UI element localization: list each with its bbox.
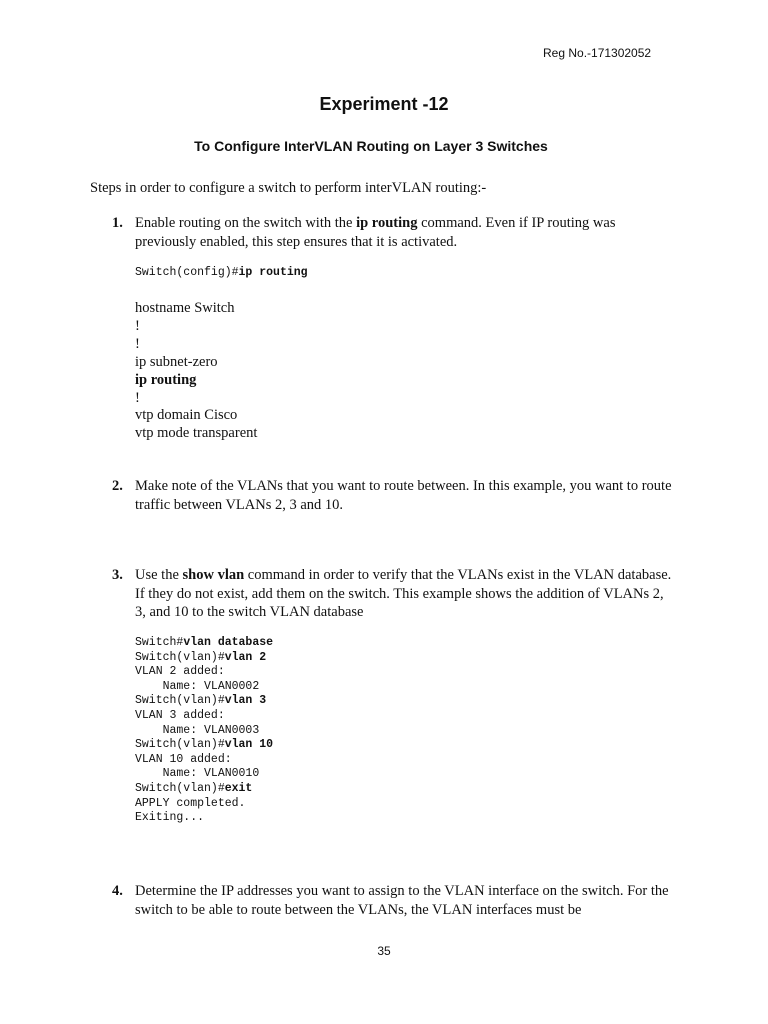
step-number: 3. — [112, 567, 123, 583]
config-listing — [135, 300, 257, 443]
step-2 — [112, 477, 672, 514]
config-line: hostname Switch — [135, 300, 235, 316]
experiment-title: Experiment -12 — [319, 94, 449, 114]
reg-number: Reg No.-171302052 — [543, 46, 652, 60]
code-command: ip routing — [238, 266, 308, 279]
code-line — [135, 782, 273, 797]
code-prompt: Switch(vlan)# — [135, 694, 225, 708]
intro-text: Steps in order to configure a switch to perform interVLAN routing:- — [90, 180, 487, 196]
code-prompt: Switch(vlan)# — [135, 650, 225, 664]
code-prompt: Exiting... — [135, 811, 205, 825]
code-command: vlan 2 — [224, 650, 267, 664]
code-line — [135, 665, 273, 680]
step-3 — [112, 566, 672, 622]
code-line — [135, 709, 273, 724]
step-text-part: Enable routing on the switch with the — [135, 215, 357, 231]
step-text — [135, 214, 672, 251]
step-text: Determine the IP addresses you want to assign to the VLAN interface on the switch. For the switch to be able to route between the VLANs, the VLAN interfaces must be — [135, 883, 669, 918]
code-line — [135, 680, 273, 695]
code-ip-routing — [135, 266, 308, 281]
code-prompt: Switch(config)# — [135, 266, 239, 279]
code-line — [135, 797, 273, 812]
step-text-part: command. Even if IP routing was previously enabled, this step ensures that it is activated. — [135, 215, 616, 250]
code-line — [135, 636, 273, 651]
experiment-subtitle: To Configure InterVLAN Routing on Layer 3 Switches — [194, 138, 548, 154]
code-line — [135, 738, 273, 753]
code-line — [135, 753, 273, 768]
step-keyword: ip routing — [356, 215, 418, 231]
config-line: ip subnet-zero — [135, 353, 218, 370]
config-line: vtp mode transparent — [135, 425, 258, 442]
code-prompt: VLAN 3 added: — [135, 708, 225, 722]
code-line — [135, 767, 273, 782]
step-4 — [112, 882, 672, 919]
code-prompt: VLAN 10 added: — [135, 752, 232, 766]
code-command: vlan 10 — [224, 738, 274, 752]
code-prompt: APPLY completed. — [135, 796, 246, 810]
config-line: ! — [135, 389, 140, 406]
config-line: ip routing — [135, 371, 197, 388]
code-line — [135, 811, 273, 826]
code-line — [135, 724, 273, 739]
step-1 — [112, 214, 672, 251]
code-prompt: Name: VLAN0010 — [135, 767, 260, 781]
code-prompt: Switch(vlan)# — [135, 781, 225, 795]
step-number: 2. — [112, 478, 123, 494]
code-prompt: Switch# — [135, 636, 184, 649]
config-line: ! — [135, 335, 140, 352]
code-command: vlan 3 — [224, 694, 267, 708]
step-text-part: Use the — [135, 567, 183, 583]
code-command: vlan database — [183, 636, 274, 649]
code-vlan-database — [135, 636, 273, 826]
code-prompt: Name: VLAN0002 — [135, 679, 260, 693]
config-line: vtp domain Cisco — [135, 407, 238, 424]
step-number: 1. — [112, 215, 123, 231]
code-prompt: Switch(vlan)# — [135, 738, 225, 752]
code-prompt: VLAN 2 added: — [135, 665, 225, 679]
step-text-part: command in order to verify that the VLANs exist in the VLAN database. If they do not exist, add them on the switch. This example shows the addition of VLANs 2, 3, and 10 to the switch VLAN database — [135, 567, 672, 620]
step-text — [135, 566, 672, 622]
code-command: exit — [224, 781, 253, 795]
page-number: 35 — [377, 944, 391, 958]
code-prompt: Name: VLAN0003 — [135, 723, 260, 737]
step-keyword: show vlan — [182, 567, 245, 583]
code-line — [135, 694, 273, 709]
step-text: Make note of the VLANs that you want to route between. In this example, you want to route traffic between VLANs 2, 3 and 10. — [135, 478, 672, 513]
step-number: 4. — [112, 883, 123, 899]
code-line — [135, 651, 273, 666]
config-line: ! — [135, 317, 140, 334]
